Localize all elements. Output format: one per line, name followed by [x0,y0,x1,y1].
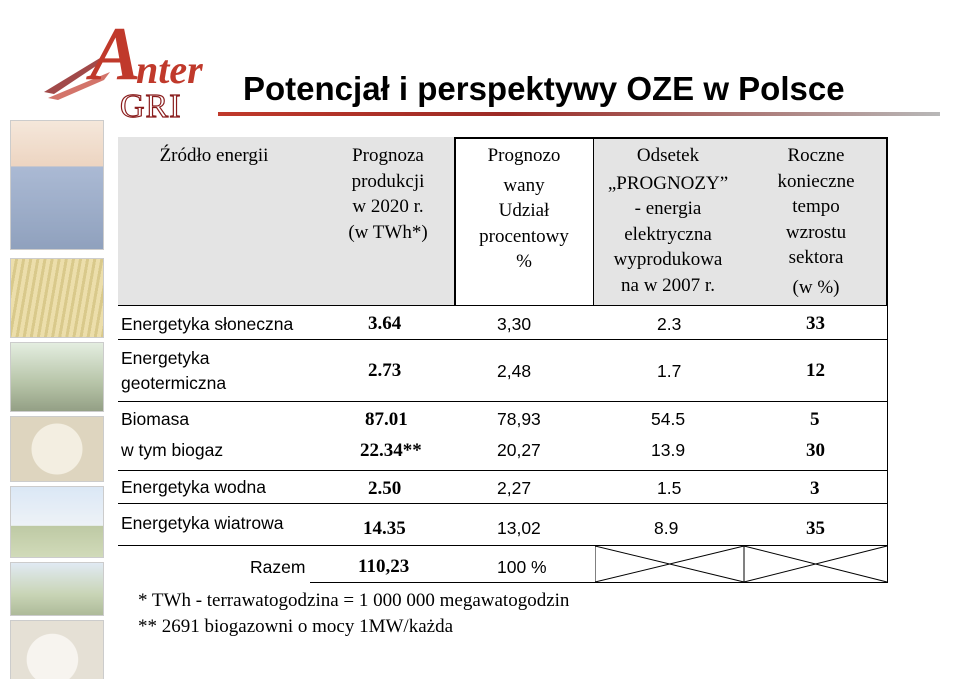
growth-value: 12 [806,360,825,381]
footnote: * TWh - terrawatogodzina = 1 000 000 megawatogodzin [138,590,570,611]
growth-value: 5 [810,409,820,430]
row-border [118,401,888,402]
field-sky-photo [10,486,104,558]
header-share: Prognozo wany Udział procentowy % [479,145,569,272]
share-value: 78,93 [497,409,541,429]
header-source: Źródło energii [159,145,269,166]
source-label: Energetyka wodna [121,477,266,497]
growth-value: 35 [806,518,825,539]
interagri-logo [40,12,215,125]
source-label: geotermiczna [121,373,227,393]
production-value: 2.50 [368,478,402,499]
share-value: 3,30 [497,314,532,334]
decorative-photo-strip [0,120,110,679]
share-2007-value: 2.3 [657,314,682,334]
growth-value: 33 [806,313,825,334]
row-border [118,305,888,306]
total-label: Razem [250,557,306,577]
growth-value: 3 [810,478,820,499]
header-top-border [455,137,887,139]
growth-value: 30 [806,440,825,461]
eggs-photo [10,620,104,679]
logo-letter: A [90,12,141,96]
production-value: 87.01 [365,409,408,430]
wheat-photo [10,258,104,338]
logo-subtext: GRI [120,88,182,125]
share-value: 2,48 [497,361,532,381]
share-2007-value: 54.5 [651,409,686,429]
logo-text: nter [136,47,203,92]
header-production-2020: Prognoza produkcji w 2020 r. (w TWh*) [348,145,428,243]
share-2007-value: 13.9 [651,440,686,460]
row-border [118,339,888,340]
header-share-2007: Odsetek „PROGNOZY” - energia elektryczna wyprodukowa na w 2007 r. [607,145,729,296]
footnotes [138,588,569,640]
source-label: Biomasa [121,409,190,429]
empty-crossed-cells [595,546,888,583]
production-value: 3.64 [368,313,402,334]
row-border [118,470,888,471]
table-right-border [887,137,888,583]
farmer-photo [10,120,104,250]
source-label: Energetyka wiatrowa [121,513,284,533]
source-label: Energetyka słoneczna [121,314,294,334]
page-title: Potencjał i perspektywy OZE w Polsce [243,70,845,107]
production-value: 22.34** [360,440,422,461]
footnote: ** 2691 biogazowni o mocy 1MW/każda [138,616,454,637]
header-growth: Roczne konieczne tempo wzrostu sektora (w %) [777,145,855,298]
source-label: Energetyka [121,348,210,368]
title-underline [218,112,940,116]
tractor-photo [10,342,104,412]
source-label: w tym biogaz [121,440,224,460]
hay-bale-photo [10,416,104,482]
total-share: 100 % [497,557,547,577]
total-production: 110,23 [358,556,410,577]
share-value: 2,27 [497,478,532,498]
row-border [118,503,888,504]
share-value: 20,27 [497,440,541,460]
share-2007-value: 1.5 [657,478,682,498]
field-photo [10,562,104,616]
share-2007-value: 8.9 [654,518,679,538]
share-value: 13,02 [497,518,541,538]
production-value: 14.35 [363,518,406,539]
production-value: 2.73 [368,360,402,381]
share-2007-value: 1.7 [657,361,682,381]
